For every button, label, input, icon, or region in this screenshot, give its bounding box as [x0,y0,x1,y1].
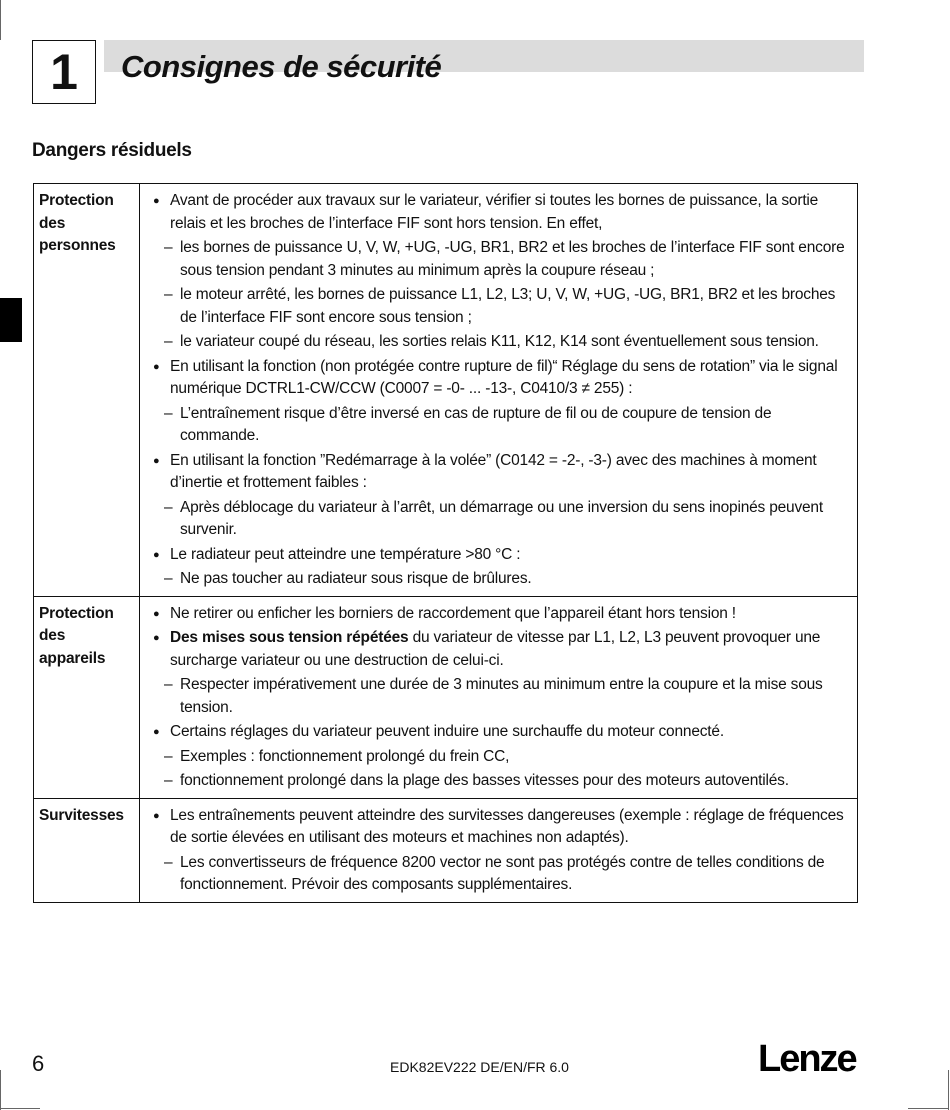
dash-item: – Ne pas toucher au radiateur sous risque de brûlures. [164,570,532,587]
crop-mark-bottom-left-vertical [0,1070,1,1110]
bullet-item: ● En utilisant la fonction (non protégée contre rupture de fil)“ Réglage du sens de rotation” via le signal numérique DCTRL1-CW/CCW (C0007 = -0- ... -13-, C0410/3 ≠ 255) : [148,356,851,401]
row-content-persons [140,184,858,597]
dash-item: – Respecter impérativement une durée de 3 minutes au minimum entre la coupure et la mise sous tension. [164,676,823,716]
dash-item: – le moteur arrêté, les bornes de puissance L1, L2, L3; U, V, W, +UG, -UG, BR1, BR2 et les broches de l’interface FIF sont encore sous tension ; [164,286,836,326]
chapter-side-tab [0,298,22,342]
crop-mark-bottom-right-vertical [948,1070,949,1110]
dash-item: – le variateur coupé du réseau, les sorties relais K11, K12, K14 sont éventuellement sous tension. [164,333,819,350]
dash-item: – Après déblocage du variateur à l’arrêt, un démarrage ou une inversion du sens inopinés peuvent survenir. [164,498,823,538]
section-heading: Dangers résiduels [32,140,192,161]
crop-mark-top-left [0,0,1,40]
bullet-item: ● Avant de procéder aux travaux sur le variateur, vérifier si toutes les bornes de puissance, la sortie relais et les broches de l’interface FIF sont hors tension. En effet, [148,190,851,235]
crop-mark-bottom-right-horizontal [908,1108,948,1109]
dash-item: – L’entraînement risque d’être inversé en cas de rupture de fil ou de coupure de tension de commande. [164,404,772,444]
crop-mark-bottom-left-horizontal [0,1108,40,1109]
bullet-item: ● En utilisant la fonction ”Redémarrage à la volée” (C0142 = -2-, -3-) avec des machines à moment d’inertie et frottement faibles : [148,450,851,495]
dash-item: – fonctionnement prolongé dans la plage des basses vitesses pour des moteurs autoventilés. [164,772,789,789]
document-code: EDK82EV222 DE/EN/FR 6.0 [390,1059,569,1075]
table-row-persons [34,184,858,597]
lenze-logo: Lenze [758,1038,856,1080]
page-number: 6 [32,1051,45,1076]
row-content-devices [140,596,858,798]
row-content-overspeed [140,798,858,902]
bullet-item: ● Le radiateur peut atteindre une température >80 °C : [148,544,851,567]
dash-item: – Les convertisseurs de fréquence 8200 vector ne sont pas protégés contre de telles conditions de fonctionnement. Prévoir des composants supplémentaires. [164,853,825,893]
bullet-item: ● Des mises sous tension répétées du variateur de vitesse par L1, L2, L3 peuvent provoquer une surcharge variateur ou une destruction de celui-ci. [148,627,851,672]
bullet-item: ● Certains réglages du variateur peuvent induire une surchauffe du moteur connecté. [148,721,851,744]
chapter-number: 1 [32,40,96,104]
dash-item: – les bornes de puissance U, V, W, +UG, -UG, BR1, BR2 et les broches de l’interface FIF sont encore sous tension pendant 3 minutes au minimum après la coupure réseau ; [164,239,845,279]
chapter-title: Consignes de sécurité [121,49,442,84]
dash-item: – Exemples : fonctionnement prolongé du frein CC, [164,747,510,765]
row-label-devices: Protection des appareils [34,596,140,798]
row-label-overspeed: Survitesses [34,798,140,902]
residual-hazards-table [33,183,858,903]
row-label-persons: Protection des personnes [34,184,140,597]
bullet-item: ● Les entraînements peuvent atteindre des survitesses dangereuses (exemple : réglage de fréquences de sortie élevées en utilisant des moteurs et machines non adaptés). [148,805,851,850]
table-row-overspeed [34,798,858,902]
bullet-item: ● Ne retirer ou enficher les borniers de raccordement que l’appareil étant hors tension ! [148,603,851,626]
table-row-devices [34,596,858,798]
